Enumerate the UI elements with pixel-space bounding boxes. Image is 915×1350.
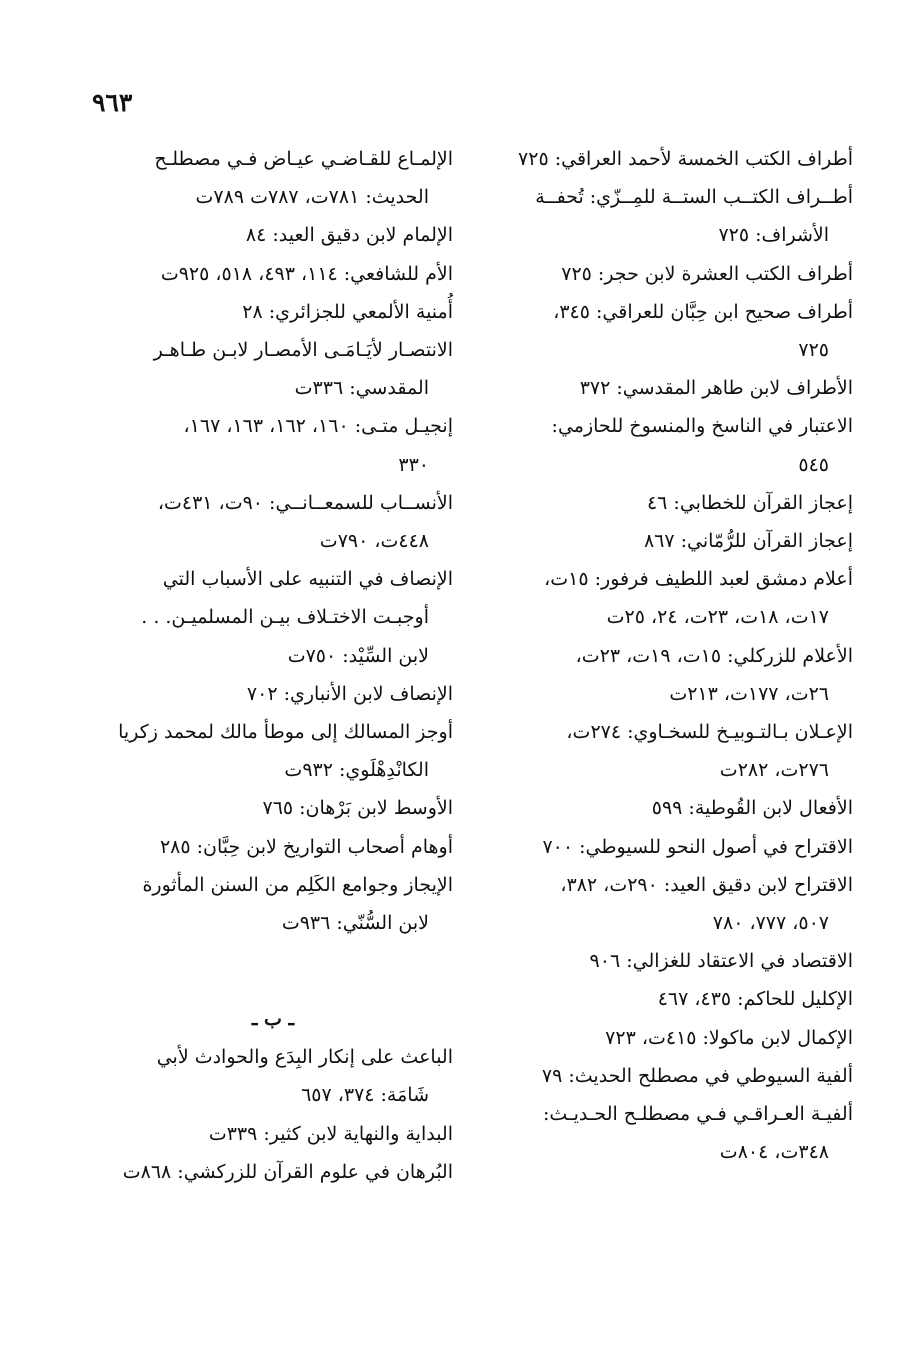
index-entry [93,675,453,713]
entry-title-line: الأعلام للزركلي: ١٥ت، ١٩ت، ٢٣ت، [575,644,853,667]
entry-title-line: أوهام أصحاب التواريخ لابن حِبَّان: ٢٨٥ [159,835,453,858]
index-entry [93,216,453,254]
entry-continuation-line: لابن السُّنّي: ٩٣٦ت [281,912,429,935]
entry-continuation-line: ٣٣٠ [398,453,429,476]
entry-title-line: الأطراف لابن طاهر المقدسي: ٣٧٢ [579,377,853,400]
entry-title-line: الإعـلان بـالتـوبيـخ للسخـاوي: ٢٧٤ت، [566,721,853,744]
entry-title-line: ألفية السيوطي في مصطلح الحديث: ٧٩ [541,1064,853,1087]
index-entry [489,713,853,789]
entry-title-line: إعجاز القرآن للرُّمّاني: ٨٦٧ [643,530,853,553]
entry-title-line: الاقتصاد في الاعتقاد للغزالي: ٩٠٦ [589,950,853,973]
index-entry [489,866,853,942]
entry-title-line: الإنصاف في التنبيه على الأسباب التي [162,568,453,591]
entry-title-line: الأفعال لابن القُوطية: ٥٩٩ [651,797,853,820]
index-entry [93,1153,453,1191]
index-entry [489,255,853,293]
entry-title-line: الاعتبار في الناسخ والمنسوخ للحازمي: [551,415,853,438]
entry-continuation-line: المقدسي: ٣٣٦ت [294,377,429,400]
entry-title-line: أطراف الكتب الخمسة لأحمد العراقي: ٧٢٥ [518,148,853,170]
entry-title-line: الإكليل للحاكم: ٤٣٥، ٤٦٧ [657,988,853,1011]
entry-title-line: الإيجاز وجوامع الكَلِم من السنن المأثورة [142,873,453,896]
entry-title-line: إنجيـل متـى: ١٦٠، ١٦٢، ١٦٣، ١٦٧، [183,415,453,438]
entry-title-line: الأم للشافعي: ١١٤، ٤٩٣، ٥١٨، ٩٢٥ت [160,262,453,285]
left-column [93,140,453,1191]
entry-continuation-line: الحديث: ٧٨١ت، ٧٨٧ت ٧٨٩ت [195,186,429,209]
entry-continuation-line: أوجبـت الاختـلاف بيـن المسلميـن. . . [141,606,429,629]
index-entry [489,522,853,560]
entry-title-line: ألفيـة العـراقـي فـي مصطلـح الحـديـث: [542,1103,853,1126]
index-entry [489,942,853,980]
index-entry [93,1038,453,1114]
entry-continuation-line: ٢٧٦ت، ٢٨٢ت [719,759,829,782]
entry-title-line: الاقتراح في أصول النحو للسيوطي: ٧٠٠ [542,835,853,858]
entry-continuation-line: ٧٢٥ [798,339,829,362]
index-entry [489,1095,853,1171]
index-entry [93,255,453,293]
entry-title-line: الأنســاب للسمعــانــي: ٩٠ت، ٤٣١ت، [157,491,453,514]
index-entry [489,980,853,1018]
entry-title-line: الإنصاف لابن الأنباري: ٧٠٢ [246,682,453,705]
entry-title-line: أطراف صحيح ابن حِبَّان للعراقي: ٣٤٥، [553,300,853,323]
index-entry [489,178,853,254]
index-entry [93,828,453,866]
right-column [489,140,853,1171]
index-entry [489,1019,853,1057]
entry-title-line: الإلمـاع للقـاضـي عيـاض فـي مصطلـح [154,148,453,170]
index-entry [489,789,853,827]
index-entry [489,560,853,636]
entry-continuation-line: ٤٤٨ت، ٧٩٠ت [319,530,429,553]
section-letter-b: ـ ب ـ [251,1008,295,1031]
index-entry [93,484,453,560]
entry-title-line: إعجاز القرآن للخطابي: ٤٦ [646,491,853,514]
entry-continuation-line: لابن السِّيْد: ٧٥٠ت [287,644,429,667]
index-entry [489,1057,853,1095]
index-entry [489,828,853,866]
entry-continuation-line: شَامَة: ٣٧٤، ٦٥٧ [301,1084,429,1107]
index-entry [489,140,853,178]
entry-continuation-line: الأشراف: ٧٢٥ [718,224,829,247]
entry-title-line: البداية والنهاية لابن كثير: ٣٣٩ت [208,1122,453,1145]
index-entry [93,331,453,407]
entry-title-line: أوجز المسالك إلى موطأ مالك لمحمد زكريا [118,721,453,744]
entry-title-line: البُرهان في علوم القرآن للزركشي: ٨٦٨ت [122,1160,453,1183]
index-entry [489,407,853,483]
index-entry [489,484,853,522]
entry-continuation-line: الكانْدِهْلَوي: ٩٣٢ت [284,759,429,782]
index-entry [93,293,453,331]
index-entry [93,1115,453,1153]
entry-title-line: الباعث على إنكار البِدَع والحوادث لأبي [156,1046,453,1069]
entry-title-line: الإكمال لابن ماكولا: ٤١٥ت، ٧٢٣ [605,1026,853,1049]
entry-title-line: أطــراف الكتــب الستــة للمِــزّي: تُحفــة [535,186,853,209]
entry-title-line: الإلمام لابن دقيق العيد: ٨٤ [245,224,453,247]
page-number: ٩٦٣ [92,88,133,117]
entry-continuation-line: ٥٤٥ [798,453,829,476]
entry-continuation-line: ٥٠٧، ٧٧٧، ٧٨٠ [712,912,829,935]
index-entry [93,713,453,789]
index-entry [489,637,853,713]
entry-title-line: الاقتراح لابن دقيق العيد: ٢٩٠ت، ٣٨٢، [560,873,853,896]
entry-title-line: الانتصـار لأيَـامَـى الأمصـار لابـن طـاهـر [153,339,453,362]
entry-title-line: أعلام دمشق لعبد اللطيف فرفور: ١٥ت، [544,568,853,591]
index-entry [93,407,453,483]
index-entry [93,866,453,942]
entry-title-line: أطراف الكتب العشرة لابن حجر: ٧٢٥ [561,262,853,285]
entry-title-line: الأوسط لابن بَرْهان: ٧٦٥ [262,797,453,820]
index-entry [489,369,853,407]
index-entry [93,789,453,827]
entry-title-line: أُمنية الألمعي للجزائري: ٢٨ [242,300,453,323]
entry-continuation-line: ٣٤٨ت، ٨٠٤ت [719,1141,829,1164]
entry-continuation-line: ٢٦ت، ١٧٧ت، ٢١٣ت [669,682,829,705]
index-entry [93,560,453,675]
index-entry [93,140,453,216]
index-entry [489,293,853,369]
entry-continuation-line: ١٧ت، ١٨ت، ٢٣ت، ٢٤، ٢٥ت [606,606,829,629]
